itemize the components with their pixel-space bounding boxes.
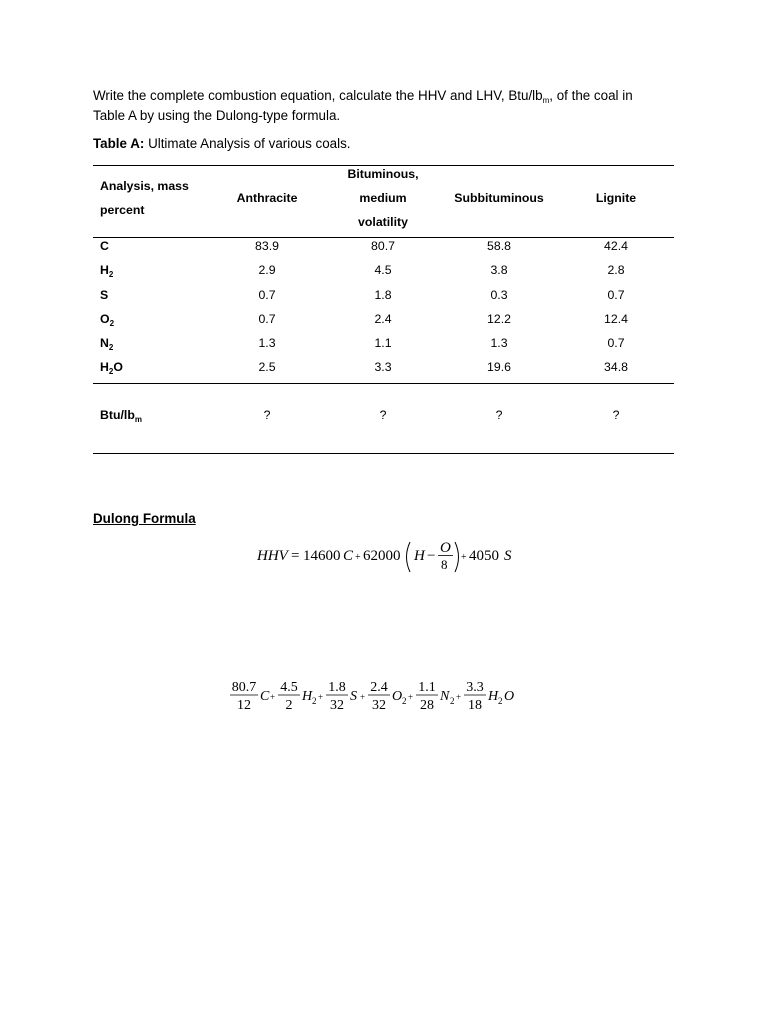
eq2-plus: + [270, 692, 276, 702]
table-cell: 0.7 [607, 336, 625, 350]
eq2-variable: S [350, 689, 357, 704]
table-cell: 0.7 [258, 312, 276, 326]
intro-subscript: m [542, 96, 550, 105]
table-cell: 2.8 [607, 263, 625, 277]
footer-cell: ? [263, 408, 271, 422]
row-label-4: $N_2$ [100, 336, 114, 352]
table-caption-label: Table A: [93, 136, 145, 151]
header-col-1: Bituminous, medium volatility [347, 167, 419, 229]
eq2-denominator: 32 [330, 698, 344, 713]
eq2-variable: H [302, 689, 313, 704]
eq-var-s: S [504, 548, 512, 564]
eq2-numerator: 80.7 [231, 680, 257, 695]
table-cell: 12.4 [604, 312, 628, 326]
eq2-plus: + [456, 692, 462, 702]
table-cell: 19.6 [487, 360, 511, 374]
eq-plus-1: + [355, 552, 361, 563]
eq2-variable: N [440, 689, 450, 704]
table-cell: 2.4 [374, 312, 392, 326]
row-label-1: $H_2$ [100, 263, 114, 279]
table-cell: 1.1 [374, 336, 392, 350]
table-caption [93, 135, 351, 153]
footer-cell: ? [379, 408, 387, 422]
table-cell: 0.3 [490, 288, 508, 302]
eq-const3: 4050 [469, 548, 499, 564]
dulong-title: Dulong Formula [93, 511, 196, 526]
eq-const1: 14600 [303, 548, 341, 564]
eq2-variable: O [504, 689, 515, 704]
eq2-plus: + [360, 692, 366, 702]
eq-equals: = [291, 548, 300, 564]
table-cell: 1.3 [490, 336, 508, 350]
row-label-5: $H_2O$ [100, 360, 123, 376]
dulong-equation [257, 536, 527, 576]
combustion-equation [230, 678, 550, 714]
eq2-subscript: 2 [498, 696, 503, 706]
eq-var-c: C [343, 548, 354, 564]
eq-paren-right [455, 542, 459, 572]
table-bottom-rule [93, 453, 674, 454]
table-cell: 58.8 [487, 239, 511, 253]
table-cell: 1.8 [374, 288, 392, 302]
eq-paren-left [407, 542, 411, 572]
table-cell: 83.9 [255, 239, 279, 253]
header-col-3: Lignite [595, 191, 637, 205]
table-cell: 34.8 [604, 360, 628, 374]
eq-hhv: HHV [257, 548, 288, 564]
problem-statement [93, 86, 683, 126]
header-col-2: Subbituminous [454, 191, 544, 205]
eq2-denominator: 12 [237, 698, 251, 713]
footer-cell: ? [612, 408, 620, 422]
row-label-3: $O_2$ [100, 312, 115, 328]
table-cell: 0.7 [258, 288, 276, 302]
table-cell: 1.3 [258, 336, 276, 350]
eq-minus: − [427, 548, 436, 564]
eq2-numerator: 2.4 [370, 680, 388, 695]
eq-frac-den: 8 [441, 557, 448, 572]
table-cell: 80.7 [371, 239, 395, 253]
header-analysis: Analysis, mass percent [100, 179, 189, 217]
eq-plus-2: + [461, 552, 467, 563]
table-cell: 2.9 [258, 263, 276, 277]
eq-frac-num: O [440, 540, 451, 556]
eq2-numerator: 1.1 [418, 680, 436, 695]
eq2-numerator: 3.3 [466, 680, 484, 695]
table-cell: 3.3 [374, 360, 392, 374]
eq2-plus: + [408, 692, 414, 702]
eq2-denominator: 28 [420, 698, 434, 713]
eq2-subscript: 2 [312, 696, 317, 706]
table-cell: 2.5 [258, 360, 276, 374]
table-cell: 42.4 [604, 239, 628, 253]
eq2-numerator: 4.5 [280, 680, 298, 695]
table-cell: 12.2 [487, 312, 511, 326]
table-cell: 3.8 [490, 263, 508, 277]
footer-cell: ? [495, 408, 503, 422]
eq2-subscript: 2 [450, 696, 455, 706]
eq2-variable: C [260, 689, 270, 704]
eq-const2: 62000 [363, 548, 401, 564]
row-label-0: C [100, 239, 109, 253]
eq2-subscript: 2 [402, 696, 407, 706]
eq2-denominator: 32 [372, 698, 386, 713]
eq2-variable: O [392, 689, 403, 704]
footer-label: Btu/$lb_m$ [100, 408, 142, 424]
table-cell: 4.5 [374, 263, 392, 277]
eq2-numerator: 1.8 [328, 680, 346, 695]
table-cell: 0.7 [607, 288, 625, 302]
eq2-denominator: 18 [468, 698, 482, 713]
eq2-denominator: 2 [285, 698, 293, 713]
eq2-plus: + [318, 692, 324, 702]
intro-text-3: Table A by using the Dulong-type formula. [93, 108, 341, 123]
intro-text-2: , of the coal in [549, 88, 633, 103]
eq2-variable: H [488, 689, 499, 704]
table-body-rule [93, 383, 674, 384]
eq-var-h: H [414, 548, 425, 564]
intro-text-1: Write the complete combustion equation, calculate the HHV and LHV, Btu/lb [93, 88, 543, 103]
table-caption-text: Ultimate Analysis of various coals. [144, 136, 351, 151]
row-label-2: S [100, 288, 109, 302]
header-col-0: Anthracite [236, 191, 298, 205]
